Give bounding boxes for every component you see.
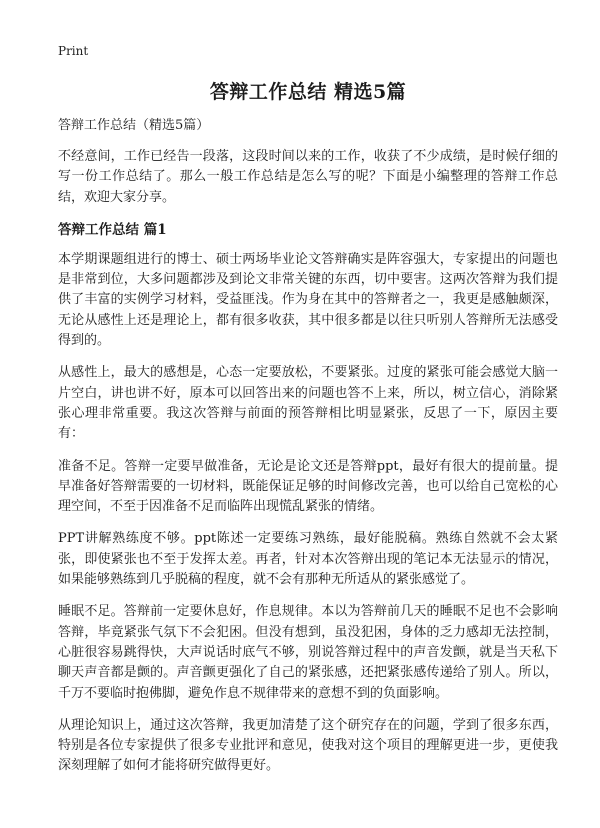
page-title: 答辩工作总结 精选5篇 bbox=[209, 81, 407, 103]
body-paragraph: 从理论知识上，通过这次答辩，我更加清楚了这个研究存在的问题，学到了很多东西，特别是各位专家提供了很多专业批评和意见，使我对这个项目的理解更进一步，更使我深刻理解了如何才能将研究做得更好。 bbox=[58, 717, 558, 774]
section-heading: 答辩工作总结 篇1 bbox=[58, 221, 167, 238]
body-paragraph: 睡眠不足。答辩前一定要休息好，作息规律。本以为答辩前几天的睡眠不足也不会影响答辩，毕竟紧张气氛下不会犯困。但没有想到，虽没犯困，身体的乏力感却无法控制，心脏很容易跳得快，大声说话时底气不够，别说答辩过程中的声音发颤，就是当天私下聊天声音都是颤的。声音颤更强化了自己的紧张感，还把紧张感传递给了别人。所以，千万不要临时抱佛脚，避免作息不规律带来的意想不到的负面影响。 bbox=[58, 604, 558, 701]
body-paragraph: 准备不足。答辩一定要早做准备，无论是论文还是答辩ppt，最好有很大的提前量。提早准备好答辩需要的一切材料，既能保证足够的时间修改完善，也可以给自己宽松的心理空间，不至于因准备不足而临阵出现慌乱紧张的情绪。 bbox=[58, 458, 558, 515]
body-paragraph: 从感性上，最大的感想是，心态一定要放松，不要紧张。过度的紧张可能会感觉大脑一片空白，讲也讲不好，原本可以回答出来的问题也答不上来，所以，树立信心，消除紧张心理非常重要。我这次答辩与前面的预答辩相比明显紧张，反思了一下，原因主要有： bbox=[58, 365, 558, 442]
body-paragraph: 本学期课题组进行的博士、硕士两场毕业论文答辩确实是阵容强大，专家提出的问题也是非常到位，大多问题都涉及到论文非常关键的东西，切中要害。这两次答辩为我们提供了丰富的实例学习材料，受益匪浅。作为身在其中的答辩者之一，我更是感触颇深，无论从感性上还是理论上，都有很多收获，其中很多都是以往只听别人答辩所无法感受得到的。 bbox=[58, 251, 558, 349]
document-subtitle: 答辩工作总结（精选5篇） bbox=[58, 118, 210, 133]
print-link[interactable]: Print bbox=[58, 44, 89, 58]
body-paragraph: PPT讲解熟练度不够。ppt陈述一定要练习熟练，最好能脱稿。熟练自然就不会太紧张，即使紧张也不至于发挥太差。再者，针对本次答辩出现的笔记本无法显示的情况，如果能够熟练到几乎脱稿的程度，就不会有那种无所适从的紧张感觉了。 bbox=[58, 531, 558, 588]
intro-paragraph: 不经意间，工作已经告一段落，这段时间以来的工作，收获了不少成绩，是时候仔细的写一份工作总结了。那么一般工作总结是怎么写的呢？下面是小编整理的答辩工作总结，欢迎大家分享。 bbox=[58, 149, 558, 205]
